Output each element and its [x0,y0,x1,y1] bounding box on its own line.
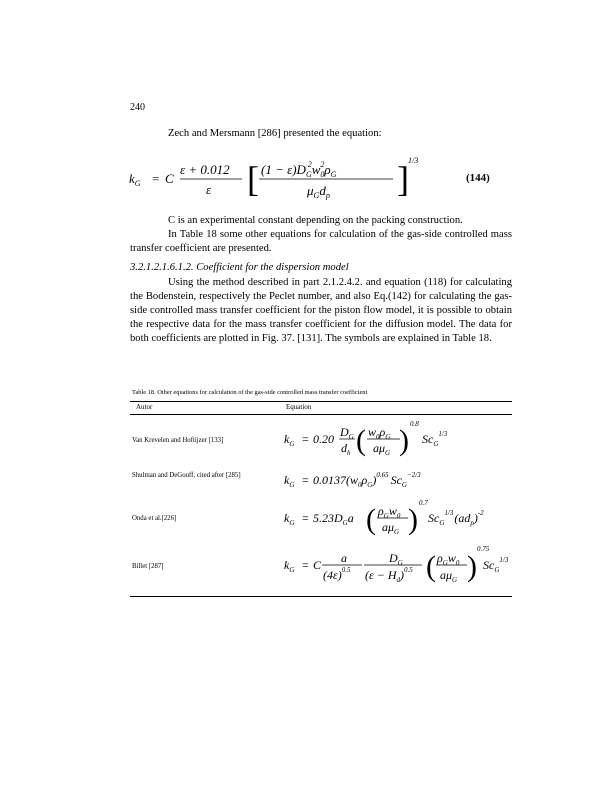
svg-text:C: C [313,558,322,572]
svg-text:ScG1/3: $Sc_G^{1/3}$ [422,430,448,448]
svg-text:aμG: $a\mu_G$ [382,520,400,536]
svg-text:0.20: 0.20 [313,432,334,446]
eq-sign: = [152,171,160,186]
eq-bracket-open: [ [247,159,259,199]
svg-text:kG: $k_G$ [284,558,295,574]
svg-text:0.0137(w0ρG)0.65ScG−2/3: $0.0137(w_0\rho_G)^{0.65}$ $Sc_G^{-2/3}$ [313,471,421,489]
svg-text:DG: $D_G$ [340,425,354,441]
section-number: 3.2.1.2.1.6.1.2. [130,262,194,273]
main-equation [125,152,525,206]
svg-text:ρGw0: $\rho_Gw_0$ [378,504,401,520]
equation-number: (144) [466,172,490,184]
table-intro-paragraph: In Table 18 some other equations for calculation of the gas-side controlled mass transfer coefficient are presented. [130,229,512,254]
eq-lhs: $k_G$ [129,171,141,188]
section-heading [130,262,512,273]
svg-text:(ε − Hd)0.5: $(\varepsilon - H_d)^{0.5}$ [365,566,413,584]
svg-text:=: = [302,432,309,446]
svg-text:): ) [408,503,418,536]
table-top-rule [130,401,512,402]
svg-text:DG: $D_G$ [389,551,403,567]
table-header-equation: Equation [286,403,312,411]
table-caption: Table 18. Other equations for calculation of the gas-side controlled mass transfer coefficient [132,389,368,396]
svg-text:dh: $d_h$ [341,441,351,457]
eq-exponent: 1/3 [408,156,419,165]
table-row-equation [282,496,512,538]
svg-text:=: = [302,558,309,572]
svg-text:): ) [467,550,477,583]
eq-frac1-num: ε + 0.012 [180,162,230,177]
svg-text:(4ε)0.5: $(4\varepsilon)^{0.5}$ [323,566,351,582]
constant-paragraph: C is an experimental constant depending on the packing construction. [168,215,463,226]
section-title: Coefficient for the dispersion model [196,262,349,273]
svg-text:(: ( [366,503,376,536]
eq-frac2-den: $\mu_Gd_p$ [307,183,330,200]
svg-text:0.75: 0.75 [477,545,490,553]
svg-text:0.8: 0.8 [410,420,419,428]
svg-text:(: ( [356,424,366,457]
table-row-equation [282,417,512,459]
table-row-author: Onda et al.[226] [132,515,177,522]
svg-text:): ) [399,424,409,457]
table-bottom-rule [130,596,512,597]
svg-text:kG: $k_G$ [284,511,295,527]
eq-frac2-num: $(1 - \varepsilon)D_G2w_02\rho_G$ [261,160,337,179]
table-header-rule [130,414,512,415]
eq-frac1-den: ε [206,182,212,197]
svg-text:w0ρG: $w_0\rho_G$ [368,425,391,441]
table-row-author: Shulman and DeGouff, cited after [285] [132,472,241,479]
page-number: 240 [130,102,145,113]
svg-text:ScG1/3: $Sc_G^{1/3}$ [483,556,509,574]
svg-text:a: a [341,551,347,565]
svg-text:(: ( [426,550,436,583]
table-row-equation [282,541,512,587]
svg-text:5.23DGa: $5.23D_Ga$ [313,511,354,527]
svg-text:ρGw0: $\rho_Gw_0$ [437,551,460,567]
table-row-author: Van Krevelen and Hoftijzer [133] [132,437,224,444]
svg-text:aμG: $a\mu_G$ [440,568,458,584]
intro-text: Zech and Mersmann [286] presented the equation: [168,128,382,139]
table-header-author: Autor [136,403,153,411]
eq-constant: C [165,171,174,186]
svg-text:aμG: $a\mu_G$ [373,441,391,457]
table-row-equation [282,463,512,493]
svg-text:0.7: 0.7 [419,499,428,507]
svg-text:=: = [302,473,309,487]
svg-text:=: = [302,511,309,525]
svg-text:kG: $k_G$ [284,432,295,448]
eq-bracket-close: ] [397,159,409,199]
svg-text:kG: $k_G$ [284,473,295,489]
dispersion-paragraph: Using the method described in part 2.1.2.4.2. and equation (118) for calculating the Bodenstein, respectively the Peclet number, and also Eq.(142) for calculating the gas-side controlled mass transfer coefficient for the piston flow model, it is possible to obtain the respective data for the mass transfer coefficient for the diffusion model. The data for both coefficients are plotted in Fig. 37. [131]. The symbols are explained in Table 18. [130,277,512,344]
svg-text:ScG1/3(adp)-2: $Sc_G^{1/3}(ad_p)^{-2}$ [428,509,484,527]
table-row-author: Billet [287] [132,563,164,570]
